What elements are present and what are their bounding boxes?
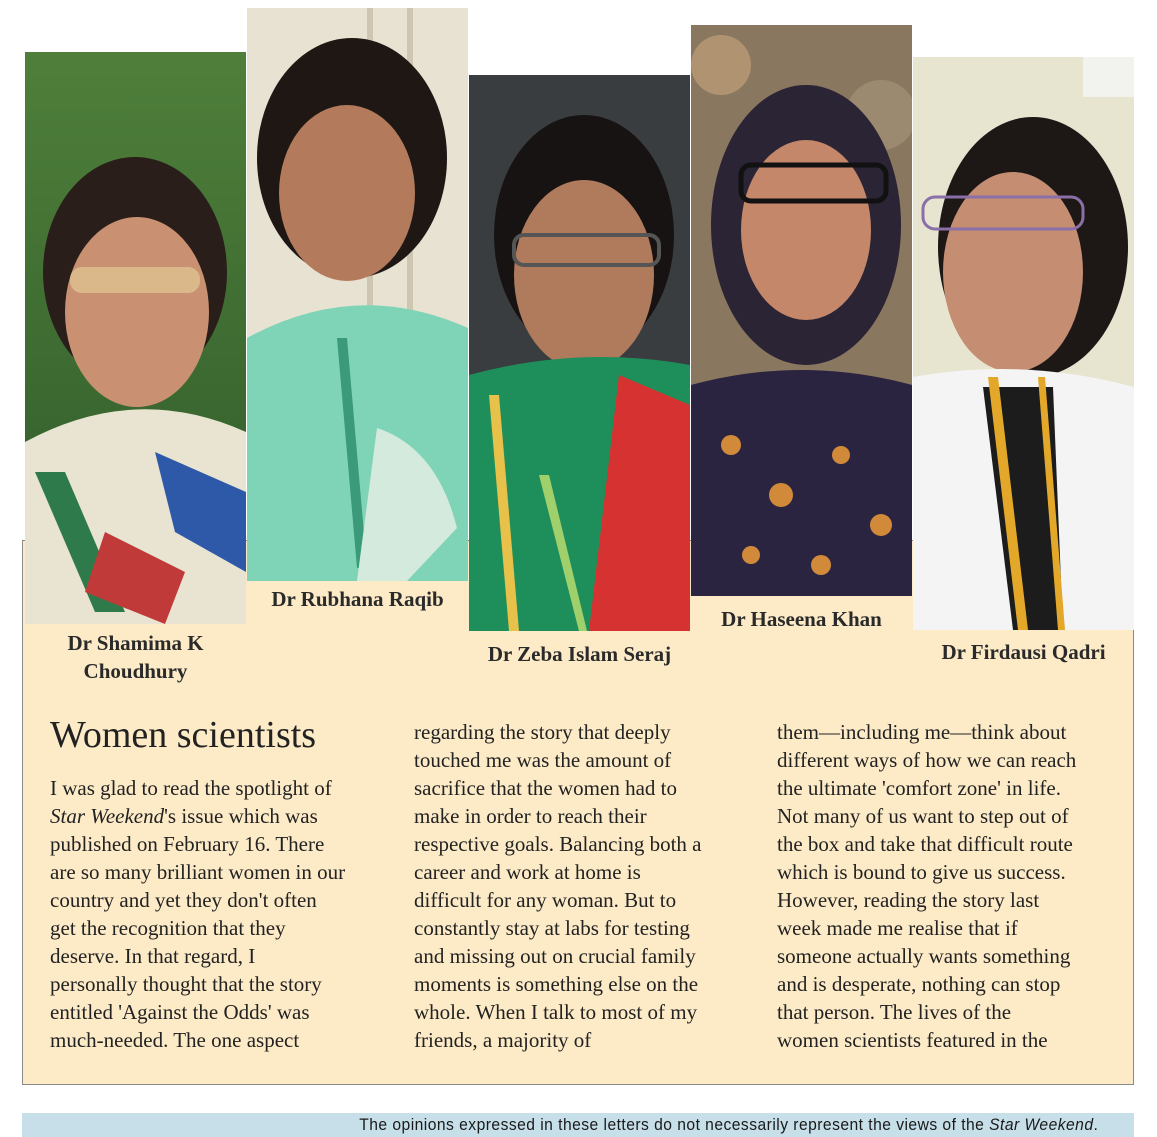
photo-shamima-choudhury [25, 52, 246, 624]
text-line: touched me was the amount of [414, 748, 672, 772]
text-line: much-needed. The one aspect [50, 1028, 300, 1052]
text-line: are so many brilliant women in our [50, 860, 346, 884]
text-line: sacrifice that the women had to [414, 776, 677, 800]
text-line: different ways of how we can reach [777, 748, 1077, 772]
text-line: respective goals. Balancing both a [414, 832, 702, 856]
caption-rubhana-raqib: Dr Rubhana Raqib [271, 587, 444, 611]
caption-shamima-choudhury: Dr Shamima K Choudhury [67, 631, 204, 683]
caption-haseena-khan: Dr Haseena Khan [721, 607, 882, 631]
letter-column-1 [50, 774, 345, 1054]
text-line: that person. The lives of the [777, 1000, 1012, 1024]
text-line: moments is something else on the [414, 972, 699, 996]
disclaimer-band [22, 1113, 1134, 1137]
text-line: Not many of us want to step out of [777, 804, 1069, 828]
text-line: personally thought that the story [50, 972, 322, 996]
text-line: the ultimate 'comfort zone' in life. [777, 776, 1061, 800]
text-line: get the recognition that they [50, 916, 286, 940]
text-line: constantly stay at labs for testing [414, 916, 690, 940]
text-line: regarding the story that deeply [414, 720, 671, 744]
publication-name: Star Weekend [50, 804, 165, 828]
letter-column-3 [777, 718, 1076, 1054]
text-line: country and yet they don't often [50, 888, 317, 912]
text-line: women scientists featured in the [777, 1028, 1048, 1052]
publication-name: Star Weekend [988, 1115, 1094, 1134]
text-line: deserve. In that regard, I [50, 944, 256, 968]
text-line: them—including me—think about [777, 720, 1067, 744]
text-line: whole. When I talk to most of my [414, 1000, 698, 1024]
text-line: published on February 16. There [50, 832, 325, 856]
text-line: week made me realise that if [777, 916, 1018, 940]
text-line: entitled 'Against the Odds' was [50, 1000, 310, 1024]
text-line: Star Weekend's issue which was [50, 804, 318, 828]
disclaimer-text: The opinions expressed in these letters do not necessarily represent the views of the Star Weekend. [358, 1115, 1098, 1134]
caption-zeba-islam-seraj: Dr Zeba Islam Seraj [487, 642, 672, 666]
photo-zeba-islam-seraj [469, 75, 690, 631]
text-line: the box and take that difficult route [777, 832, 1073, 856]
text-line: difficult for any woman. But to [414, 888, 677, 912]
text-line: I was glad to read the spotlight of [50, 776, 332, 800]
text-line: make in order to reach their [414, 804, 647, 828]
text-line: which is bound to give us success. [777, 860, 1066, 884]
text-line: However, reading the story last [777, 888, 1040, 912]
text-line: career and work at home is [414, 860, 641, 884]
letter-column-2 [414, 718, 702, 1054]
text-line: and missing out on crucial family [414, 944, 696, 968]
text-line: and is desperate, nothing can stop [777, 972, 1061, 996]
photo-firdausi-qadri [913, 57, 1134, 630]
letter-title: Women scientists [50, 714, 317, 756]
caption-firdausi-qadri: Dr Firdausi Qadri [941, 640, 1106, 664]
text-line: friends, a majority of [414, 1028, 592, 1052]
text-line: someone actually wants something [777, 944, 1071, 968]
photo-rubhana-raqib [247, 8, 468, 581]
photo-haseena-khan [691, 25, 912, 596]
